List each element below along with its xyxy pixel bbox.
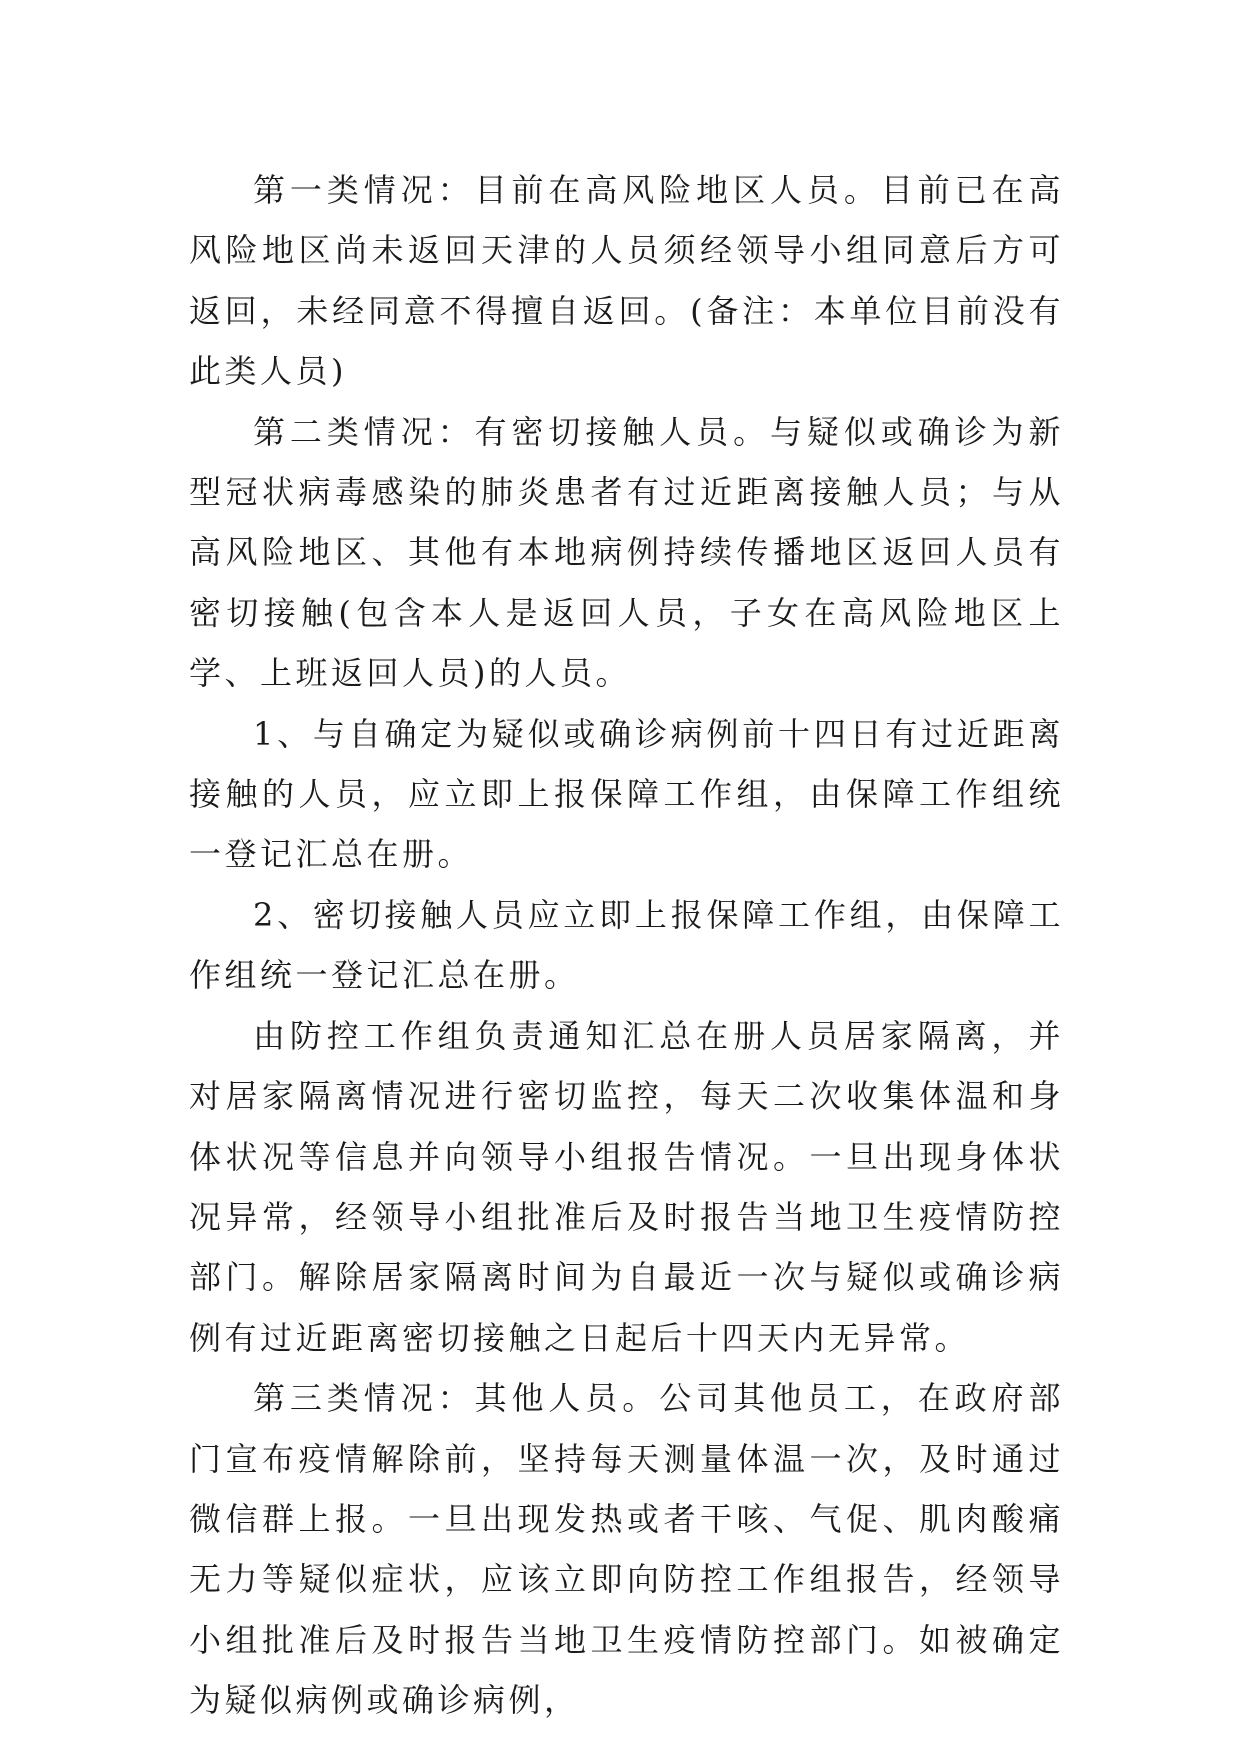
paragraph-category-one: 第一类情况：目前在高风险地区人员。目前已在高风险地区尚未返回天津的人员须经领导小组同意后方可返回，未经同意不得擅自返回。(备注：本单位目前没有此类人员) <box>189 171 1064 391</box>
paragraph-item-2: 2、密切接触人员应立即上报保障工作组，由保障工作组统一登记汇总在册。 <box>189 895 1064 995</box>
document-body <box>189 160 1064 1731</box>
paragraph-category-two: 第二类情况：有密切接触人员。与疑似或确诊为新型冠状病毒感染的肺炎患者有过近距离接触人员；与从高风险地区、其他有本地病例持续传播地区返回人员有密切接触(包含本人是返回人员，子女在高风险地区上学、上班返回人员)的人员。 <box>189 412 1064 693</box>
paragraph-home-isolation: 由防控工作组负责通知汇总在册人员居家隔离，并对居家隔离情况进行密切监控，每天二次收集体温和身体状况等信息并向领导小组报告情况。一旦出现身体状况异常，经领导小组批准后及时报告当地卫生疫情防控部门。解除居家隔离时间为自最近一次与疑似或确诊病例有过近距离密切接触之日起后十四天内无异常。 <box>189 1016 1064 1357</box>
paragraph-category-three: 第三类情况：其他人员。公司其他员工，在政府部门宣布疫情解除前，坚持每天测量体温一次，及时通过微信群上报。一旦出现发热或者干咳、气促、肌肉酸痛无力等疑似症状，应该立即向防控工作组报告，经领导小组批准后及时报告当地卫生疫情防控部门。如被确定为疑似病例或确诊病例， <box>189 1379 1064 1720</box>
paragraph-item-1: 1、与自确定为疑似或确诊病例前十四日有过近距离接触的人员，应立即上报保障工作组，由保障工作组统一登记汇总在册。 <box>189 714 1064 874</box>
